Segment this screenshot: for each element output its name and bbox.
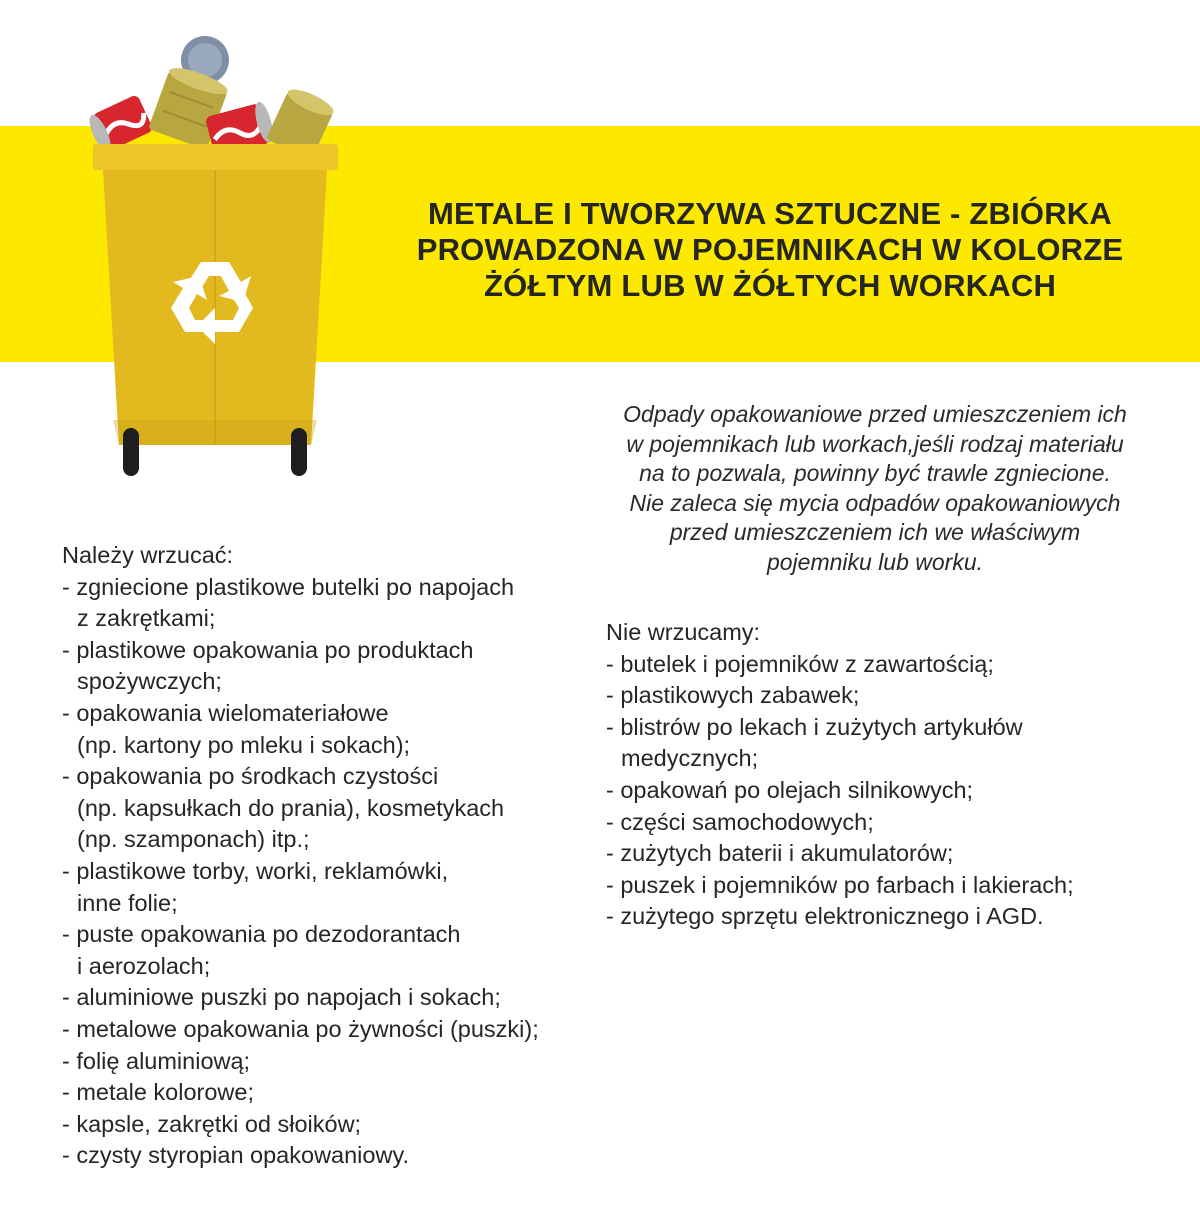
list-item: - butelek i pojemników z zawartością; (606, 650, 994, 677)
page-title (380, 196, 1160, 304)
packaging-note (592, 400, 1158, 577)
list-item: - zgniecione plastikowe butelki po napojach (62, 573, 515, 600)
note-line: w pojemnikach lub workach,jeśli rodzaj materiału (626, 430, 1124, 457)
list-item: - folię aluminiową; (62, 1047, 251, 1074)
list-item: i aerozolach; (77, 952, 211, 979)
list-item: - części samochodowych; (606, 808, 874, 835)
list-item: - opakowań po olejach silnikowych; (606, 776, 974, 803)
list-item: - opakowania po środkach czystości (62, 763, 439, 790)
list-item: inne folie; (77, 889, 178, 916)
forbidden-items-list (606, 617, 1074, 933)
note-line: na to pozwala, powinny być trawle zgniecione. (639, 460, 1111, 486)
note-line: Odpady opakowaniowe przed umieszczeniem ich (623, 401, 1127, 427)
list-item: - opakowania wielomateriałowe (62, 699, 389, 726)
list-item: z zakrętkami; (77, 605, 216, 632)
list-item: - czysty styropian opakowaniowy. (62, 1142, 409, 1169)
note-line: Nie zaleca się mycia odpadów opakowaniowych (629, 489, 1121, 516)
list-item: medycznych; (621, 745, 759, 772)
yellow-recycling-bin-icon (85, 30, 345, 480)
forbidden-items-heading: Nie wrzucamy: (606, 619, 761, 645)
title-line: ŻÓŁTYM LUB W ŻÓŁTYCH WORKACH (483, 268, 1057, 303)
list-item: - blistrów po lekach i zużytych artykułów (606, 713, 1023, 740)
list-item: - puszek i pojemników po farbach i lakierach; (606, 871, 1074, 898)
note-line: pojemniku lub worku. (766, 548, 984, 575)
list-item: spożywczych; (77, 668, 222, 695)
title-line: METALE I TWORZYWA SZTUCZNE - ZBIÓRKA (428, 196, 1112, 231)
allowed-items-heading: Należy wrzucać: (62, 542, 234, 568)
title-line: PROWADZONA W POJEMNIKACH W KOLORZE (416, 232, 1124, 267)
list-item: - puste opakowania po dezodorantach (62, 921, 461, 948)
list-item: - plastikowe torby, worki, reklamówki, (62, 857, 449, 884)
note-line: przed umieszczeniem ich we właściwym (669, 519, 1081, 545)
list-item: - metale kolorowe; (62, 1079, 254, 1106)
list-item: (np. kapsułkach do prania), kosmetykach (77, 794, 505, 821)
list-item: - plastikowe opakowania po produktach (62, 636, 474, 663)
allowed-items-list (62, 540, 539, 1172)
list-item: - zużytego sprzętu elektronicznego i AGD. (606, 903, 1044, 930)
list-item: - aluminiowe puszki po napojach i sokach; (62, 984, 501, 1011)
list-item: - zużytych baterii i akumulatorów; (606, 840, 954, 867)
list-item: - kapsle, zakrętki od słoików; (62, 1110, 362, 1137)
list-item: - plastikowych zabawek; (606, 682, 860, 709)
list-item: (np. kartony po mleku i sokach); (77, 731, 411, 758)
list-item: (np. szamponach) itp.; (77, 826, 310, 853)
list-item: - metalowe opakowania po żywności (puszki); (62, 1015, 539, 1042)
